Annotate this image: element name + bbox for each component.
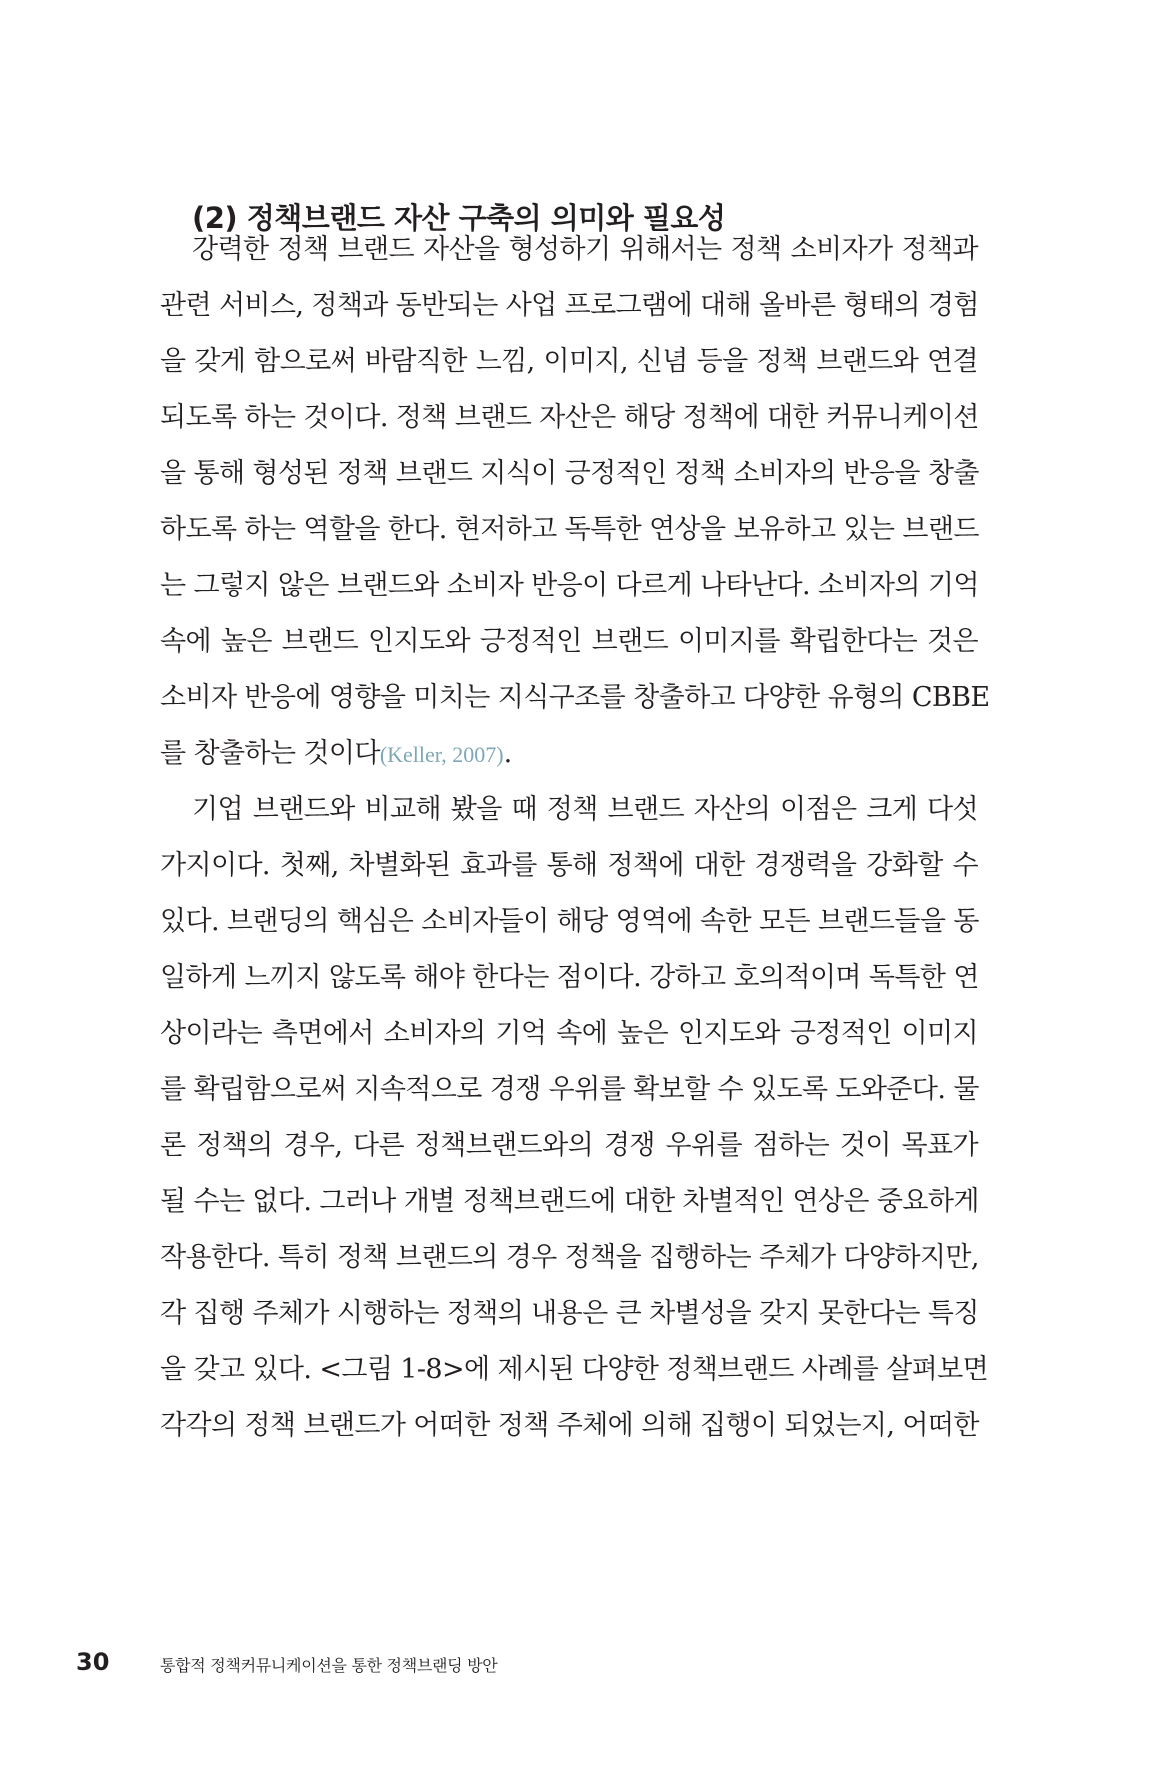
paragraph-1-line-3: 을 갖게 함으로써 바람직한 느낌, 이미지, 신념 등을 정책 브랜드와 연결 xyxy=(160,346,978,377)
paragraph-1-line-6: 하도록 하는 역할을 한다. 현저하고 독특한 연상을 보유하고 있는 브랜드 xyxy=(160,514,979,545)
paragraph-1-line-5: 을 통해 형성된 정책 브랜드 지식이 긍정적인 정책 소비자의 반응을 창출 xyxy=(160,458,979,489)
paragraph-2-line-7: 론 정책의 경우, 다른 정책브랜드와의 경쟁 우위를 점하는 것이 목표가 xyxy=(160,1130,978,1161)
paragraph-1-line-9: 소비자 반응에 영향을 미치는 지식구조를 창출하고 다양한 유형의 CBBE xyxy=(160,682,990,713)
paragraph-1-last-text: 를 창출하는 것이다 xyxy=(160,738,380,769)
citation: (Keller, 2007) xyxy=(379,742,504,767)
paragraph-1-line-4: 되도록 하는 것이다. 정책 브랜드 자산은 해당 정책에 대한 커뮤니케이션 xyxy=(160,402,979,433)
paragraph-1-line-10 xyxy=(160,736,978,773)
paragraph-2-line-6: 를 확립함으로써 지속적으로 경쟁 우위를 확보할 수 있도록 도와준다. 물 xyxy=(160,1074,979,1105)
paragraph-1-line-1: 강력한 정책 브랜드 자산을 형성하기 위해서는 정책 소비자가 정책과 xyxy=(192,234,978,265)
paragraph-2-line-1: 기업 브랜드와 비교해 봤을 때 정책 브랜드 자산의 이점은 크게 다섯 xyxy=(192,794,978,825)
paragraph-2-line-2: 가지이다. 첫째, 차별화된 효과를 통해 정책에 대한 경쟁력을 강화할 수 xyxy=(160,850,978,881)
page-number: 30 xyxy=(76,1648,110,1676)
section-heading: (2) 정책브랜드 자산 구축의 의미와 필요성 xyxy=(192,201,726,235)
paragraph-2-line-3: 있다. 브랜딩의 핵심은 소비자들이 해당 영역에 속한 모든 브랜드들을 동 xyxy=(160,906,979,937)
paragraph-1-line-2: 관련 서비스, 정책과 동반되는 사업 프로그램에 대해 올바른 형태의 경험 xyxy=(160,290,979,321)
paragraph-1-line-8: 속에 높은 브랜드 인지도와 긍정적인 브랜드 이미지를 확립한다는 것은 xyxy=(160,626,978,657)
running-footer-title: 통합적 정책커뮤니케이션을 통한 정책브랜딩 방안 xyxy=(160,1656,498,1675)
paragraph-1-end-period: . xyxy=(503,738,512,769)
paragraph-2-line-5: 상이라는 측면에서 소비자의 기억 속에 높은 인지도와 긍정적인 이미지 xyxy=(160,1018,978,1049)
paragraph-1-line-7: 는 그렇지 않은 브랜드와 소비자 반응이 다르게 나타난다. 소비자의 기억 xyxy=(160,570,979,601)
paragraph-2-line-10: 각 집행 주체가 시행하는 정책의 내용은 큰 차별성을 갖지 못한다는 특징 xyxy=(160,1298,979,1329)
paragraph-2-line-9: 작용한다. 특히 정책 브랜드의 경우 정책을 집행하는 주체가 다양하지만, xyxy=(160,1242,979,1273)
paragraph-2-line-8: 될 수는 없다. 그러나 개별 정책브랜드에 대한 차별적인 연상은 중요하게 xyxy=(160,1186,979,1217)
paragraph-2-line-11: 을 갖고 있다. <그림 1-8>에 제시된 다양한 정책브랜드 사례를 살펴보면 xyxy=(160,1354,989,1385)
paragraph-2-line-4: 일하게 느끼지 않도록 해야 한다는 점이다. 강하고 호의적이며 독특한 연 xyxy=(160,962,979,993)
paragraph-2-line-12: 각각의 정책 브랜드가 어떠한 정책 주체에 의해 집행이 되었는지, 어떠한 xyxy=(160,1410,979,1441)
